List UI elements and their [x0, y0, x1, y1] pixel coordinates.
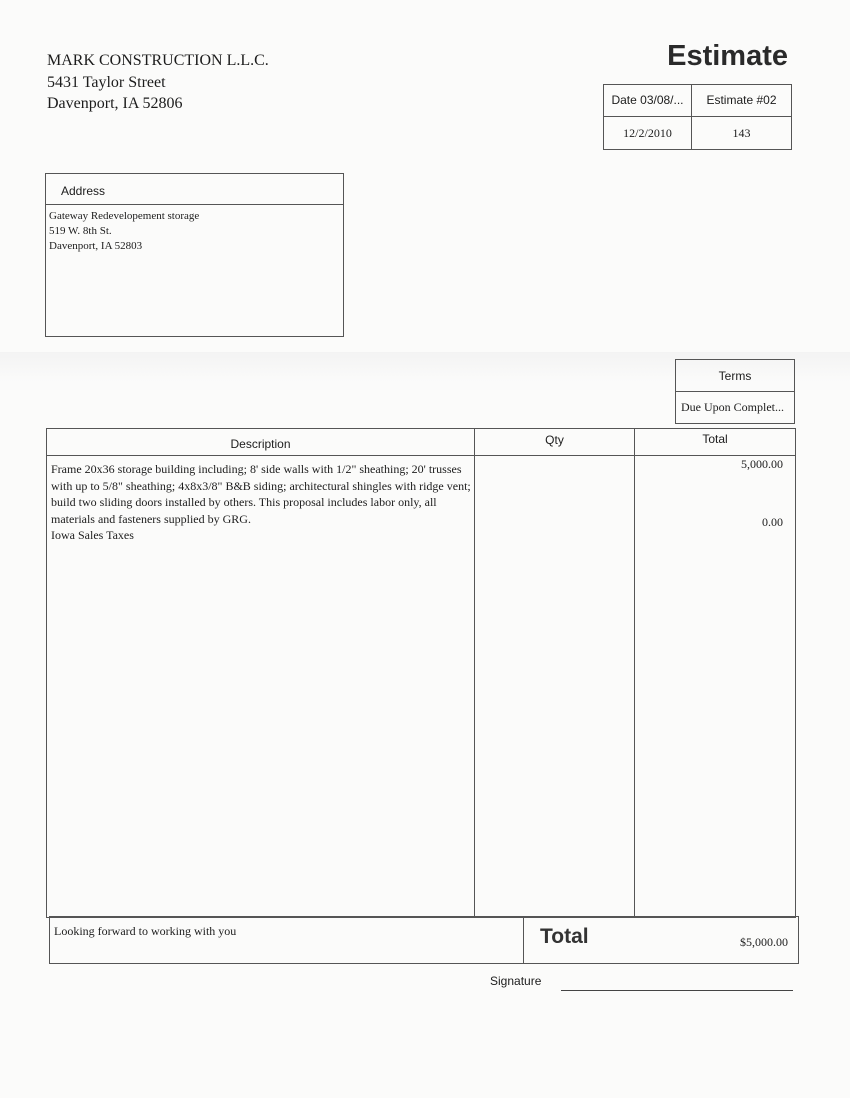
signature-line: [561, 990, 793, 991]
grand-total-label: Total: [540, 925, 589, 948]
item-row-1-description: Frame 20x36 storage building including; 8' side walls with 1/2" sheathing; 20' trusses with up to 5/8" sheathing; 4x8x3/8" B&B siding; architectural shingles with ridge vent; build two sliding doors installed by others. This proposal includes labor only, all materials and fasteners supplied by GRG.: [51, 462, 471, 526]
company-city: Davenport, IA 52806: [47, 95, 183, 112]
estimate-number-value: 143: [732, 126, 751, 140]
column-divider: [634, 429, 635, 917]
line-items-table: [46, 428, 796, 918]
terms-box: [675, 359, 795, 424]
signature-label: Signature: [490, 974, 542, 988]
footer-message: Looking forward to working with you: [54, 924, 237, 938]
total-column-header: Total: [702, 432, 728, 446]
grand-total-value: $5,000.00: [740, 935, 788, 949]
qty-column-header: Qty: [545, 433, 564, 447]
terms-value: Due Upon Complet...: [681, 400, 784, 414]
address-line-1: Gateway Redevelopement storage: [49, 210, 200, 222]
item-row-1-total: 5,000.00: [741, 457, 783, 471]
item-descriptions: [51, 461, 471, 544]
company-info: [47, 50, 269, 115]
terms-header: Terms: [676, 360, 794, 392]
address-line-3: Davenport, IA 52803: [49, 240, 143, 252]
company-street: 5431 Taylor Street: [47, 73, 166, 91]
address-line-2: 519 W. 8th St.: [49, 225, 112, 237]
estimate-meta-box: [603, 84, 792, 150]
total-row: [49, 916, 799, 964]
address-header: Address: [46, 174, 343, 205]
item-row-2-total: 0.00: [762, 515, 783, 529]
description-column-header: Description: [230, 437, 291, 451]
company-name: MARK CONSTRUCTION L.L.C.: [47, 52, 269, 69]
header-divider: [47, 455, 795, 456]
address-box: [45, 173, 344, 337]
estimate-number-header: Estimate #02: [692, 85, 791, 117]
item-row-2-description: Iowa Sales Taxes: [51, 528, 134, 542]
address-lines: [46, 205, 343, 254]
document-title: Estimate: [667, 40, 788, 72]
column-divider: [474, 429, 475, 917]
date-header: Date 03/08/...: [604, 85, 692, 117]
date-value: 12/2/2010: [604, 117, 692, 149]
footer-divider: [523, 917, 524, 963]
